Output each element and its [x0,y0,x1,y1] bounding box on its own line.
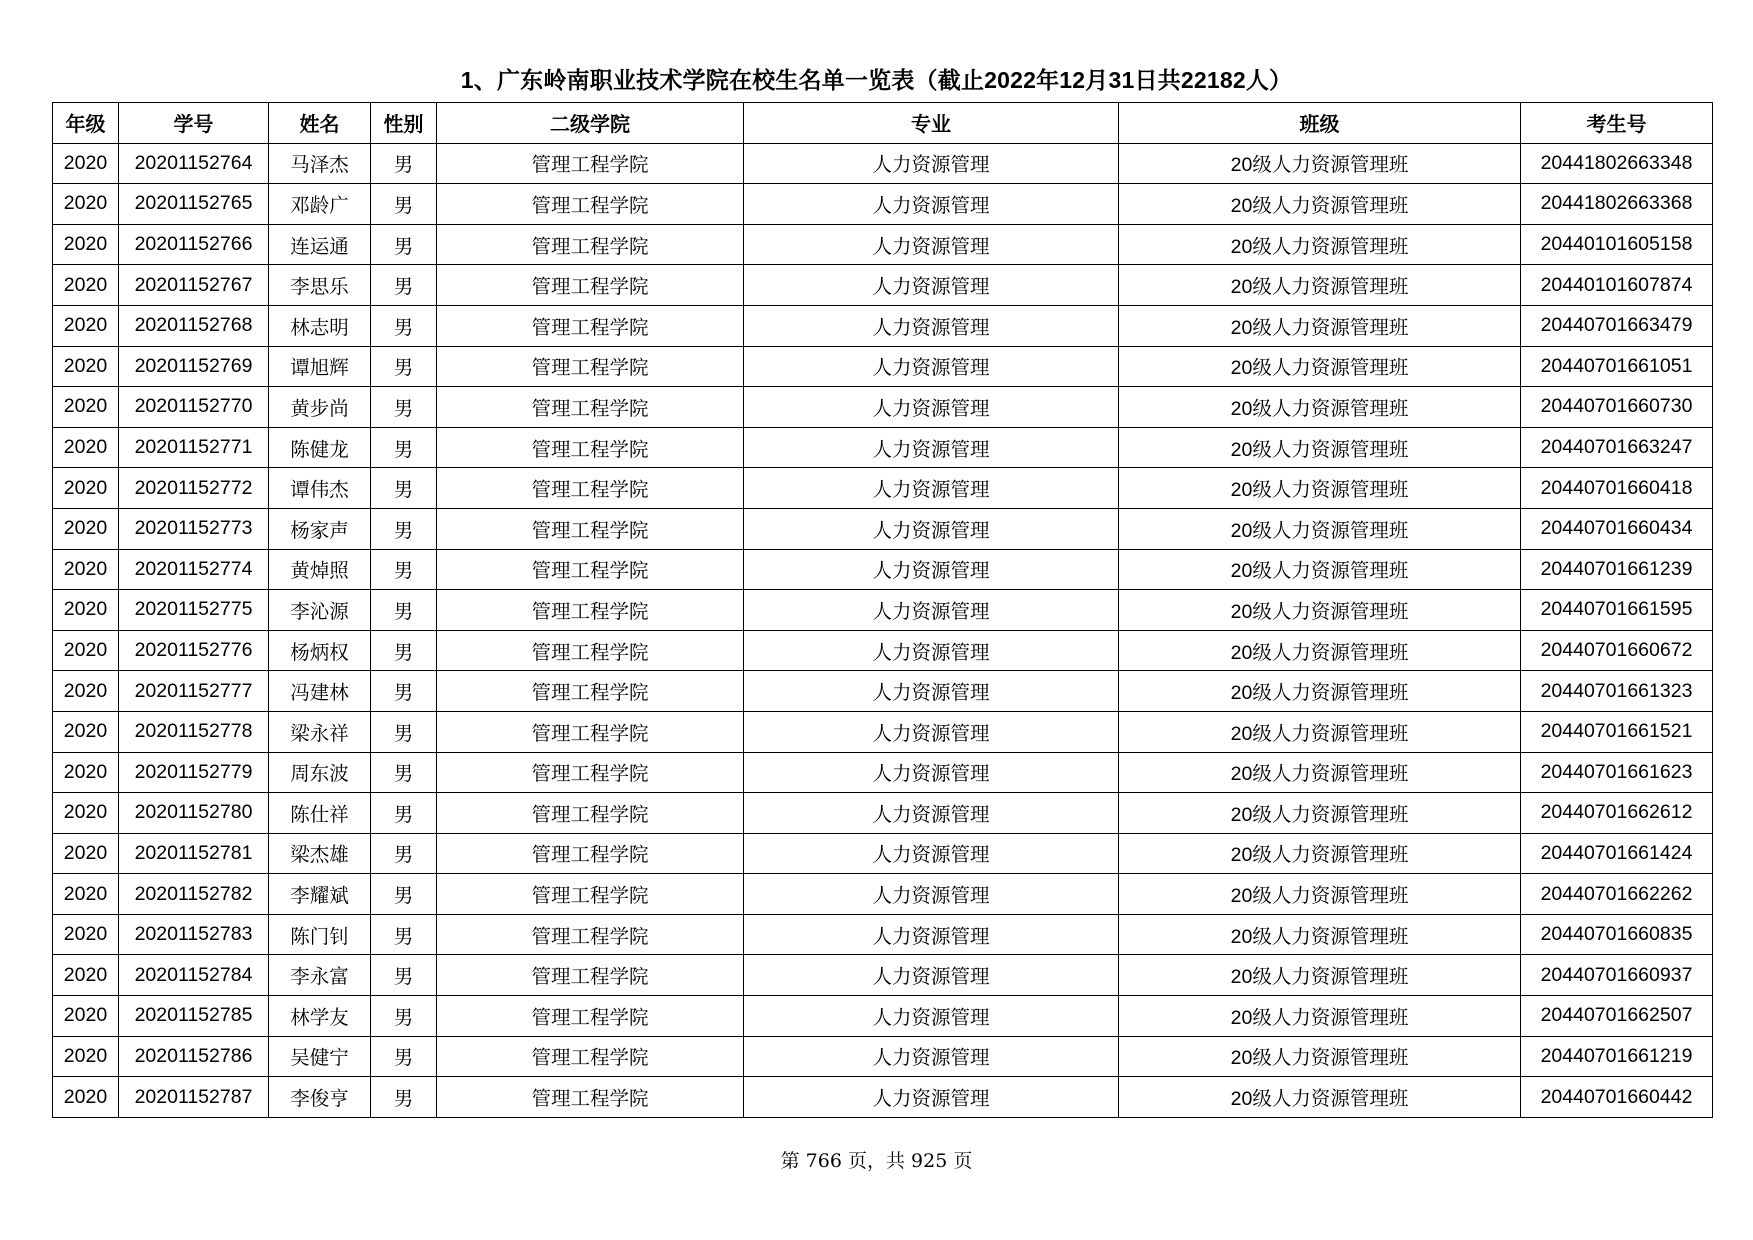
cell-class: 20级人力资源管理班 [1119,265,1521,306]
cell-exam-no: 20440701661051 [1521,346,1713,387]
cell-grade: 2020 [53,143,119,184]
cell-class: 20级人力资源管理班 [1119,914,1521,955]
cell-class: 20级人力资源管理班 [1119,1077,1521,1118]
cell-name: 李沁源 [269,590,371,631]
cell-grade: 2020 [53,671,119,712]
cell-name: 谭旭辉 [269,346,371,387]
cell-class: 20级人力资源管理班 [1119,590,1521,631]
table-row [53,549,1713,590]
table-row [53,914,1713,955]
cell-grade: 2020 [53,224,119,265]
cell-exam-no: 20440701663247 [1521,427,1713,468]
cell-grade: 2020 [53,833,119,874]
table-row [53,833,1713,874]
cell-major: 人力资源管理 [744,549,1119,590]
table-row [53,1077,1713,1118]
table-row [53,305,1713,346]
cell-college: 管理工程学院 [437,955,744,996]
cell-class: 20级人力资源管理班 [1119,549,1521,590]
cell-major: 人力资源管理 [744,468,1119,509]
cell-college: 管理工程学院 [437,752,744,793]
cell-major: 人力资源管理 [744,630,1119,671]
column-header-exam-no: 考生号 [1521,103,1713,144]
cell-class: 20级人力资源管理班 [1119,955,1521,996]
table-row [53,630,1713,671]
cell-major: 人力资源管理 [744,427,1119,468]
cell-exam-no: 20441802663368 [1521,184,1713,225]
cell-name: 黄焯照 [269,549,371,590]
cell-college: 管理工程学院 [437,346,744,387]
page-title: 1、广东岭南职业技术学院在校生名单一览表（截止2022年12月31日共22182人） [460,67,1293,93]
column-header-name: 姓名 [269,103,371,144]
cell-major: 人力资源管理 [744,955,1119,996]
cell-student-id: 20201152771 [119,427,269,468]
cell-name: 马泽杰 [269,143,371,184]
cell-grade: 2020 [53,1036,119,1077]
cell-class: 20级人力资源管理班 [1119,1036,1521,1077]
cell-grade: 2020 [53,265,119,306]
cell-major: 人力资源管理 [744,224,1119,265]
cell-student-id: 20201152769 [119,346,269,387]
cell-grade: 2020 [53,1077,119,1118]
cell-grade: 2020 [53,305,119,346]
cell-major: 人力资源管理 [744,711,1119,752]
table-row [53,468,1713,509]
cell-college: 管理工程学院 [437,793,744,834]
cell-exam-no: 20440701661323 [1521,671,1713,712]
cell-grade: 2020 [53,874,119,915]
cell-student-id: 20201152765 [119,184,269,225]
page-footer: 第 766 页，共 925 页 [780,1150,973,1172]
cell-exam-no: 20440701661595 [1521,590,1713,631]
cell-college: 管理工程学院 [437,184,744,225]
cell-name: 冯建林 [269,671,371,712]
column-header-class: 班级 [1119,103,1521,144]
cell-college: 管理工程学院 [437,224,744,265]
cell-student-id: 20201152777 [119,671,269,712]
cell-grade: 2020 [53,590,119,631]
cell-college: 管理工程学院 [437,305,744,346]
cell-student-id: 20201152779 [119,752,269,793]
cell-gender: 男 [371,955,437,996]
cell-name: 谭伟杰 [269,468,371,509]
cell-student-id: 20201152767 [119,265,269,306]
cell-gender: 男 [371,752,437,793]
cell-class: 20级人力资源管理班 [1119,996,1521,1037]
column-header-grade: 年级 [53,103,119,144]
table-row [53,224,1713,265]
cell-class: 20级人力资源管理班 [1119,224,1521,265]
cell-gender: 男 [371,793,437,834]
cell-major: 人力资源管理 [744,508,1119,549]
cell-college: 管理工程学院 [437,143,744,184]
cell-exam-no: 20440701661239 [1521,549,1713,590]
cell-grade: 2020 [53,508,119,549]
cell-college: 管理工程学院 [437,833,744,874]
cell-student-id: 20201152772 [119,468,269,509]
cell-class: 20级人力资源管理班 [1119,752,1521,793]
cell-exam-no: 20440701662262 [1521,874,1713,915]
cell-grade: 2020 [53,793,119,834]
cell-name: 周东波 [269,752,371,793]
cell-name: 连运通 [269,224,371,265]
cell-student-id: 20201152786 [119,1036,269,1077]
cell-student-id: 20201152778 [119,711,269,752]
cell-gender: 男 [371,508,437,549]
cell-college: 管理工程学院 [437,874,744,915]
cell-gender: 男 [371,1036,437,1077]
cell-class: 20级人力资源管理班 [1119,305,1521,346]
cell-major: 人力资源管理 [744,793,1119,834]
cell-student-id: 20201152780 [119,793,269,834]
cell-major: 人力资源管理 [744,305,1119,346]
cell-college: 管理工程学院 [437,630,744,671]
table-row [53,427,1713,468]
cell-college: 管理工程学院 [437,387,744,428]
cell-name: 杨家声 [269,508,371,549]
cell-student-id: 20201152773 [119,508,269,549]
cell-major: 人力资源管理 [744,387,1119,428]
cell-gender: 男 [371,143,437,184]
table-row [53,996,1713,1037]
cell-student-id: 20201152766 [119,224,269,265]
cell-exam-no: 20440701662612 [1521,793,1713,834]
cell-college: 管理工程学院 [437,1036,744,1077]
cell-name: 吴健宁 [269,1036,371,1077]
cell-exam-no: 20440101605158 [1521,224,1713,265]
table-row [53,346,1713,387]
cell-exam-no: 20440101607874 [1521,265,1713,306]
cell-class: 20级人力资源管理班 [1119,833,1521,874]
cell-major: 人力资源管理 [744,265,1119,306]
table-row [53,752,1713,793]
table-header-row [53,103,1713,144]
cell-exam-no: 20440701662507 [1521,996,1713,1037]
cell-major: 人力资源管理 [744,590,1119,631]
cell-gender: 男 [371,427,437,468]
cell-grade: 2020 [53,630,119,671]
cell-class: 20级人力资源管理班 [1119,874,1521,915]
cell-exam-no: 20440701663479 [1521,305,1713,346]
cell-student-id: 20201152781 [119,833,269,874]
cell-exam-no: 20440701660434 [1521,508,1713,549]
cell-exam-no: 20440701660937 [1521,955,1713,996]
cell-major: 人力资源管理 [744,914,1119,955]
cell-exam-no: 20440701661521 [1521,711,1713,752]
cell-name: 陈门钊 [269,914,371,955]
cell-college: 管理工程学院 [437,1077,744,1118]
cell-class: 20级人力资源管理班 [1119,630,1521,671]
cell-class: 20级人力资源管理班 [1119,143,1521,184]
cell-name: 林学友 [269,996,371,1037]
column-header-major: 专业 [744,103,1119,144]
cell-name: 陈健龙 [269,427,371,468]
table-row [53,1036,1713,1077]
cell-name: 邓龄广 [269,184,371,225]
cell-name: 李思乐 [269,265,371,306]
table-row [53,387,1713,428]
cell-gender: 男 [371,996,437,1037]
cell-student-id: 20201152770 [119,387,269,428]
cell-exam-no: 20440701660442 [1521,1077,1713,1118]
cell-class: 20级人力资源管理班 [1119,184,1521,225]
cell-major: 人力资源管理 [744,1036,1119,1077]
cell-grade: 2020 [53,427,119,468]
cell-gender: 男 [371,630,437,671]
cell-name: 林志明 [269,305,371,346]
cell-grade: 2020 [53,387,119,428]
cell-major: 人力资源管理 [744,833,1119,874]
cell-gender: 男 [371,1077,437,1118]
table-row [53,874,1713,915]
cell-grade: 2020 [53,184,119,225]
cell-class: 20级人力资源管理班 [1119,468,1521,509]
cell-college: 管理工程学院 [437,508,744,549]
cell-grade: 2020 [53,752,119,793]
cell-major: 人力资源管理 [744,671,1119,712]
cell-gender: 男 [371,711,437,752]
cell-gender: 男 [371,549,437,590]
cell-exam-no: 20440701660730 [1521,387,1713,428]
cell-student-id: 20201152775 [119,590,269,631]
cell-class: 20级人力资源管理班 [1119,711,1521,752]
column-header-student-id: 学号 [119,103,269,144]
cell-name: 梁杰雄 [269,833,371,874]
cell-major: 人力资源管理 [744,996,1119,1037]
table-row [53,508,1713,549]
cell-exam-no: 20440701661424 [1521,833,1713,874]
cell-name: 黄步尚 [269,387,371,428]
cell-class: 20级人力资源管理班 [1119,793,1521,834]
cell-college: 管理工程学院 [437,265,744,306]
cell-class: 20级人力资源管理班 [1119,508,1521,549]
cell-gender: 男 [371,346,437,387]
cell-class: 20级人力资源管理班 [1119,346,1521,387]
table-row [53,184,1713,225]
table-row [53,590,1713,631]
cell-name: 李俊亨 [269,1077,371,1118]
cell-college: 管理工程学院 [437,427,744,468]
cell-exam-no: 20440701660672 [1521,630,1713,671]
table-row [53,671,1713,712]
cell-gender: 男 [371,833,437,874]
cell-class: 20级人力资源管理班 [1119,671,1521,712]
cell-student-id: 20201152764 [119,143,269,184]
table-row [53,793,1713,834]
cell-gender: 男 [371,305,437,346]
cell-college: 管理工程学院 [437,914,744,955]
cell-gender: 男 [371,671,437,712]
cell-exam-no: 20441802663348 [1521,143,1713,184]
cell-student-id: 20201152784 [119,955,269,996]
cell-student-id: 20201152785 [119,996,269,1037]
cell-student-id: 20201152768 [119,305,269,346]
cell-name: 梁永祥 [269,711,371,752]
table-row [53,265,1713,306]
cell-college: 管理工程学院 [437,468,744,509]
cell-student-id: 20201152782 [119,874,269,915]
cell-gender: 男 [371,265,437,306]
cell-student-id: 20201152774 [119,549,269,590]
cell-major: 人力资源管理 [744,1077,1119,1118]
column-header-gender: 性别 [371,103,437,144]
cell-grade: 2020 [53,711,119,752]
cell-college: 管理工程学院 [437,996,744,1037]
cell-class: 20级人力资源管理班 [1119,387,1521,428]
cell-name: 李永富 [269,955,371,996]
cell-name: 杨炳权 [269,630,371,671]
cell-grade: 2020 [53,549,119,590]
cell-exam-no: 20440701660418 [1521,468,1713,509]
cell-grade: 2020 [53,914,119,955]
table-row [53,955,1713,996]
cell-exam-no: 20440701661219 [1521,1036,1713,1077]
cell-gender: 男 [371,874,437,915]
cell-gender: 男 [371,387,437,428]
table-body [53,143,1713,1117]
cell-grade: 2020 [53,468,119,509]
table-row [53,711,1713,752]
cell-gender: 男 [371,184,437,225]
cell-student-id: 20201152783 [119,914,269,955]
cell-student-id: 20201152776 [119,630,269,671]
cell-exam-no: 20440701660835 [1521,914,1713,955]
student-roster-table [52,102,1713,1118]
cell-grade: 2020 [53,346,119,387]
cell-exam-no: 20440701661623 [1521,752,1713,793]
cell-class: 20级人力资源管理班 [1119,427,1521,468]
cell-major: 人力资源管理 [744,346,1119,387]
cell-major: 人力资源管理 [744,752,1119,793]
cell-major: 人力资源管理 [744,143,1119,184]
cell-name: 李耀斌 [269,874,371,915]
table-row [53,143,1713,184]
column-header-college: 二级学院 [437,103,744,144]
cell-college: 管理工程学院 [437,549,744,590]
cell-name: 陈仕祥 [269,793,371,834]
cell-student-id: 20201152787 [119,1077,269,1118]
cell-gender: 男 [371,914,437,955]
cell-major: 人力资源管理 [744,874,1119,915]
cell-college: 管理工程学院 [437,671,744,712]
cell-grade: 2020 [53,955,119,996]
cell-college: 管理工程学院 [437,590,744,631]
cell-gender: 男 [371,590,437,631]
cell-gender: 男 [371,224,437,265]
cell-college: 管理工程学院 [437,711,744,752]
cell-gender: 男 [371,468,437,509]
cell-major: 人力资源管理 [744,184,1119,225]
cell-grade: 2020 [53,996,119,1037]
